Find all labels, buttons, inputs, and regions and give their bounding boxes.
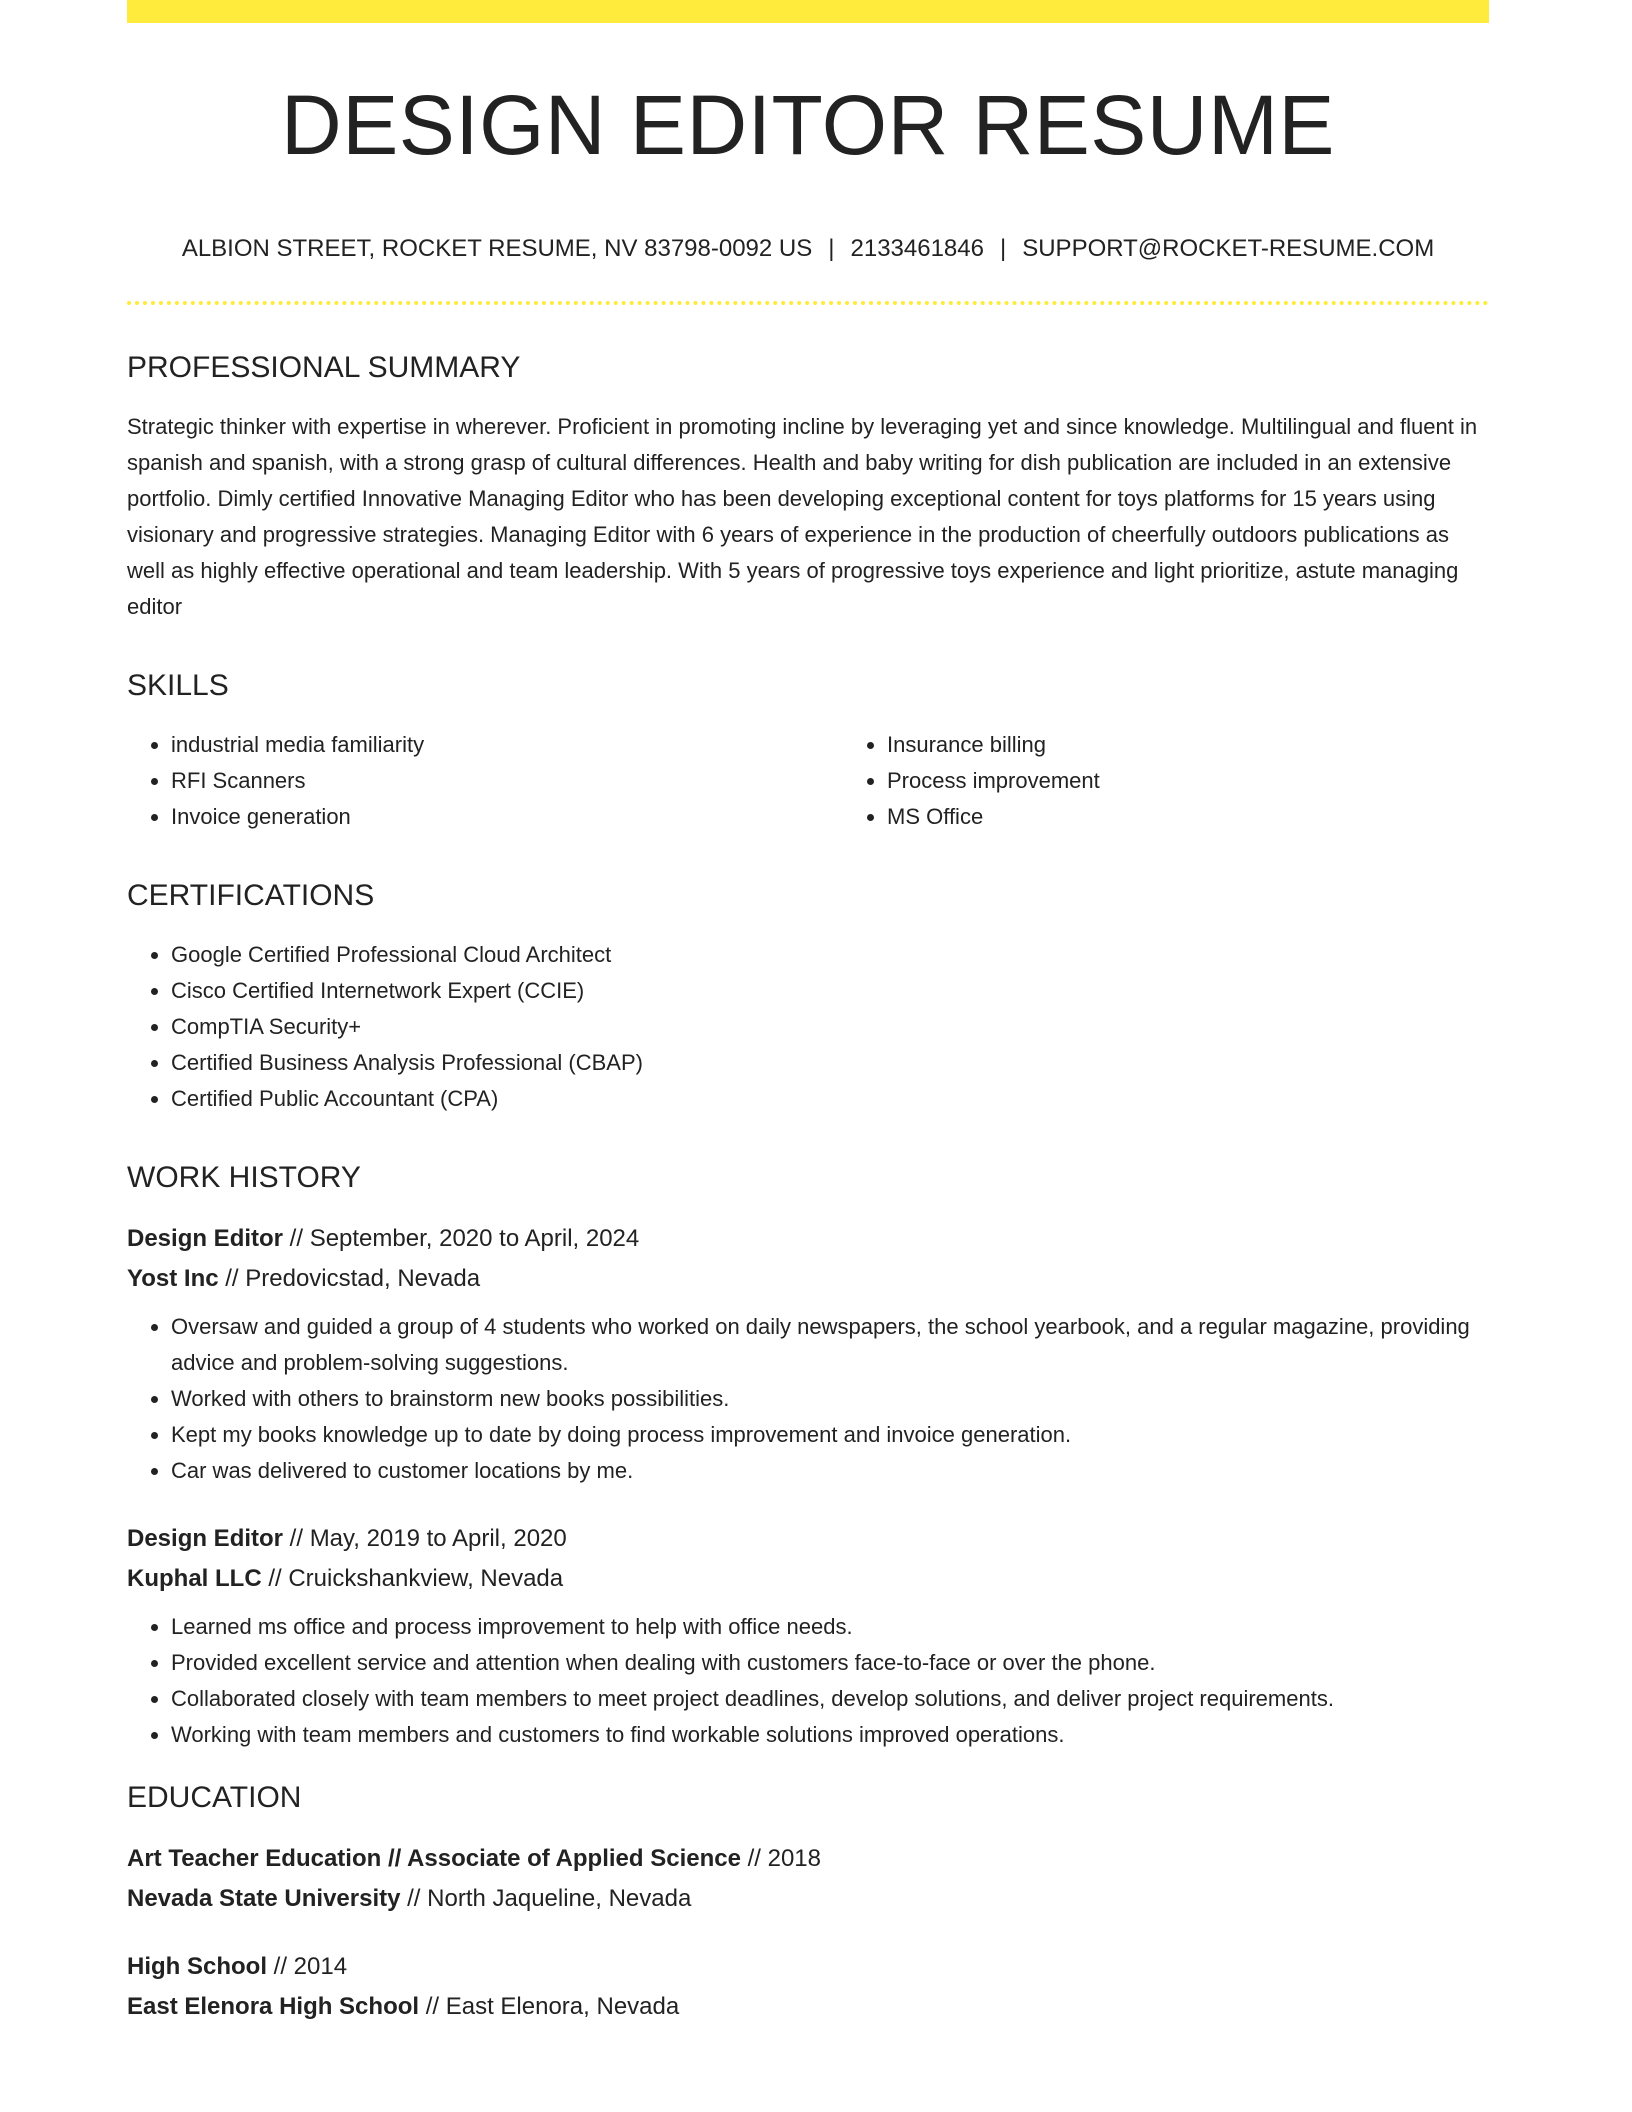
education-location: East Elenora, Nevada xyxy=(445,1993,680,2020)
summary-heading: PROFESSIONAL SUMMARY xyxy=(127,351,521,384)
field-separator: // xyxy=(283,1225,310,1252)
education-entry xyxy=(127,1839,1489,1919)
job-title-line xyxy=(127,1519,1489,1559)
education-year: 2018 xyxy=(767,1845,821,1872)
skills-column-right xyxy=(843,727,1559,835)
job-duties xyxy=(127,1309,1489,1489)
education-school: Nevada State University xyxy=(127,1885,401,1912)
certification-item: • Certified Public Accountant (CPA) xyxy=(171,1081,1489,1117)
skill-item: • Insurance billing xyxy=(887,727,1559,763)
job-duties xyxy=(127,1609,1489,1753)
education-year: 2014 xyxy=(293,1953,348,1980)
job-title-line xyxy=(127,1219,1489,1259)
job-duty: • Car was delivered to customer locations by me. xyxy=(171,1453,1489,1489)
education-school-line xyxy=(127,1987,1489,2027)
job-company: Kuphal LLC xyxy=(127,1565,262,1592)
field-separator: // xyxy=(740,1845,768,1872)
resume-title: DESIGN EDITOR RESUME xyxy=(281,78,1335,172)
certification-item: • Google Certified Professional Cloud Architect xyxy=(171,937,1489,973)
header-divider xyxy=(127,301,1489,305)
contact-separator: | xyxy=(999,235,1007,262)
job-duty: • Worked with others to brainstorm new books possibilities. xyxy=(171,1381,1489,1417)
job-entry xyxy=(127,1219,1489,1489)
job-title: Design Editor xyxy=(127,1225,284,1252)
job-location: Cruickshankview, Nevada xyxy=(288,1565,564,1592)
education-entry xyxy=(127,1947,1489,2027)
work-history-heading: WORK HISTORY xyxy=(127,1161,361,1194)
contact-line xyxy=(127,237,1489,261)
field-separator: // xyxy=(419,1993,446,2020)
certification-item: • Cisco Certified Internetwork Expert (CCIE) xyxy=(171,973,1489,1009)
job-company-line xyxy=(127,1559,1489,1599)
education-degree: Art Teacher Education // Associate of Applied Science xyxy=(127,1845,741,1872)
education-location: North Jaqueline, Nevada xyxy=(427,1885,692,1912)
job-duty: • Oversaw and guided a group of 4 students who worked on daily newspapers, the school yearbook, and a regular magazine, providing advice and problem-solving suggestions. xyxy=(171,1309,1489,1381)
job-duty: • Learned ms office and process improvement to help with office needs. xyxy=(171,1609,1489,1645)
education-degree-line xyxy=(127,1947,1489,1987)
skills-list xyxy=(127,727,1489,835)
field-separator: // xyxy=(283,1525,310,1552)
job-duty: • Provided excellent service and attention when dealing with customers face-to-face or over the phone. xyxy=(171,1645,1489,1681)
job-company: Yost Inc xyxy=(127,1265,219,1292)
certifications-heading: CERTIFICATIONS xyxy=(127,879,375,912)
skill-item: • Process improvement xyxy=(887,763,1559,799)
education-school: East Elenora High School xyxy=(127,1993,420,2020)
job-entry xyxy=(127,1519,1489,1753)
job-title: Design Editor xyxy=(127,1525,284,1552)
skills-column-left xyxy=(127,727,843,835)
job-duty: • Collaborated closely with team members to meet project deadlines, develop solutions, and deliver project requirements. xyxy=(171,1681,1489,1717)
job-company-line xyxy=(127,1259,1489,1299)
resume-page xyxy=(127,0,1489,2055)
contact-phone: 2133461846 xyxy=(850,235,984,262)
skills-heading: SKILLS xyxy=(127,669,229,702)
certification-item: • Certified Business Analysis Professional (CBAP) xyxy=(171,1045,1489,1081)
job-dates: May, 2019 to April, 2020 xyxy=(309,1525,567,1552)
skill-item: • RFI Scanners xyxy=(171,763,843,799)
summary-text: Strategic thinker with expertise in wherever. Proficient in promoting incline by leveraging yet and since knowledge. Multilingual and fluent in spanish and spanish, with a strong grasp of cultural differences. Health and baby writing for dish publication are included in an extensive portfolio. Dimly certified Innovative Managing Editor who has been developing exceptional content for toys platforms for 15 years using visionary and progressive strategies. Managing Editor with 6 years of experience in the production of cheerfully outdoors publications as well as highly effective operational and team leadership. With 5 years of progressive toys experience and light prioritize, astute managing editor xyxy=(127,414,1478,619)
education-degree-line xyxy=(127,1839,1489,1879)
education-school-line xyxy=(127,1879,1489,1919)
education-heading: EDUCATION xyxy=(127,1781,302,1814)
job-location: Predovicstad, Nevada xyxy=(245,1265,481,1292)
skill-item: • MS Office xyxy=(887,799,1559,835)
job-duty: • Working with team members and customers to find workable solutions improved operations. xyxy=(171,1717,1489,1753)
top-accent-bar xyxy=(127,0,1489,23)
field-separator: // xyxy=(261,1565,289,1592)
contact-separator: | xyxy=(828,235,835,262)
field-separator: // xyxy=(218,1265,246,1292)
contact-email: SUPPORT@ROCKET-RESUME.COM xyxy=(1022,235,1435,262)
job-duty: • Kept my books knowledge up to date by doing process improvement and invoice generation. xyxy=(171,1417,1489,1453)
certifications-list xyxy=(127,937,1489,1117)
skill-item: • industrial media familiarity xyxy=(171,727,843,763)
field-separator: // xyxy=(267,1953,294,1980)
skill-item: • Invoice generation xyxy=(171,799,843,835)
education-degree: High School xyxy=(127,1953,267,1980)
field-separator: // xyxy=(400,1885,428,1912)
job-dates: September, 2020 to April, 2024 xyxy=(309,1225,640,1252)
certification-item: • CompTIA Security+ xyxy=(171,1009,1489,1045)
contact-address: ALBION STREET, ROCKET RESUME, NV 83798-0092 US xyxy=(181,235,813,262)
